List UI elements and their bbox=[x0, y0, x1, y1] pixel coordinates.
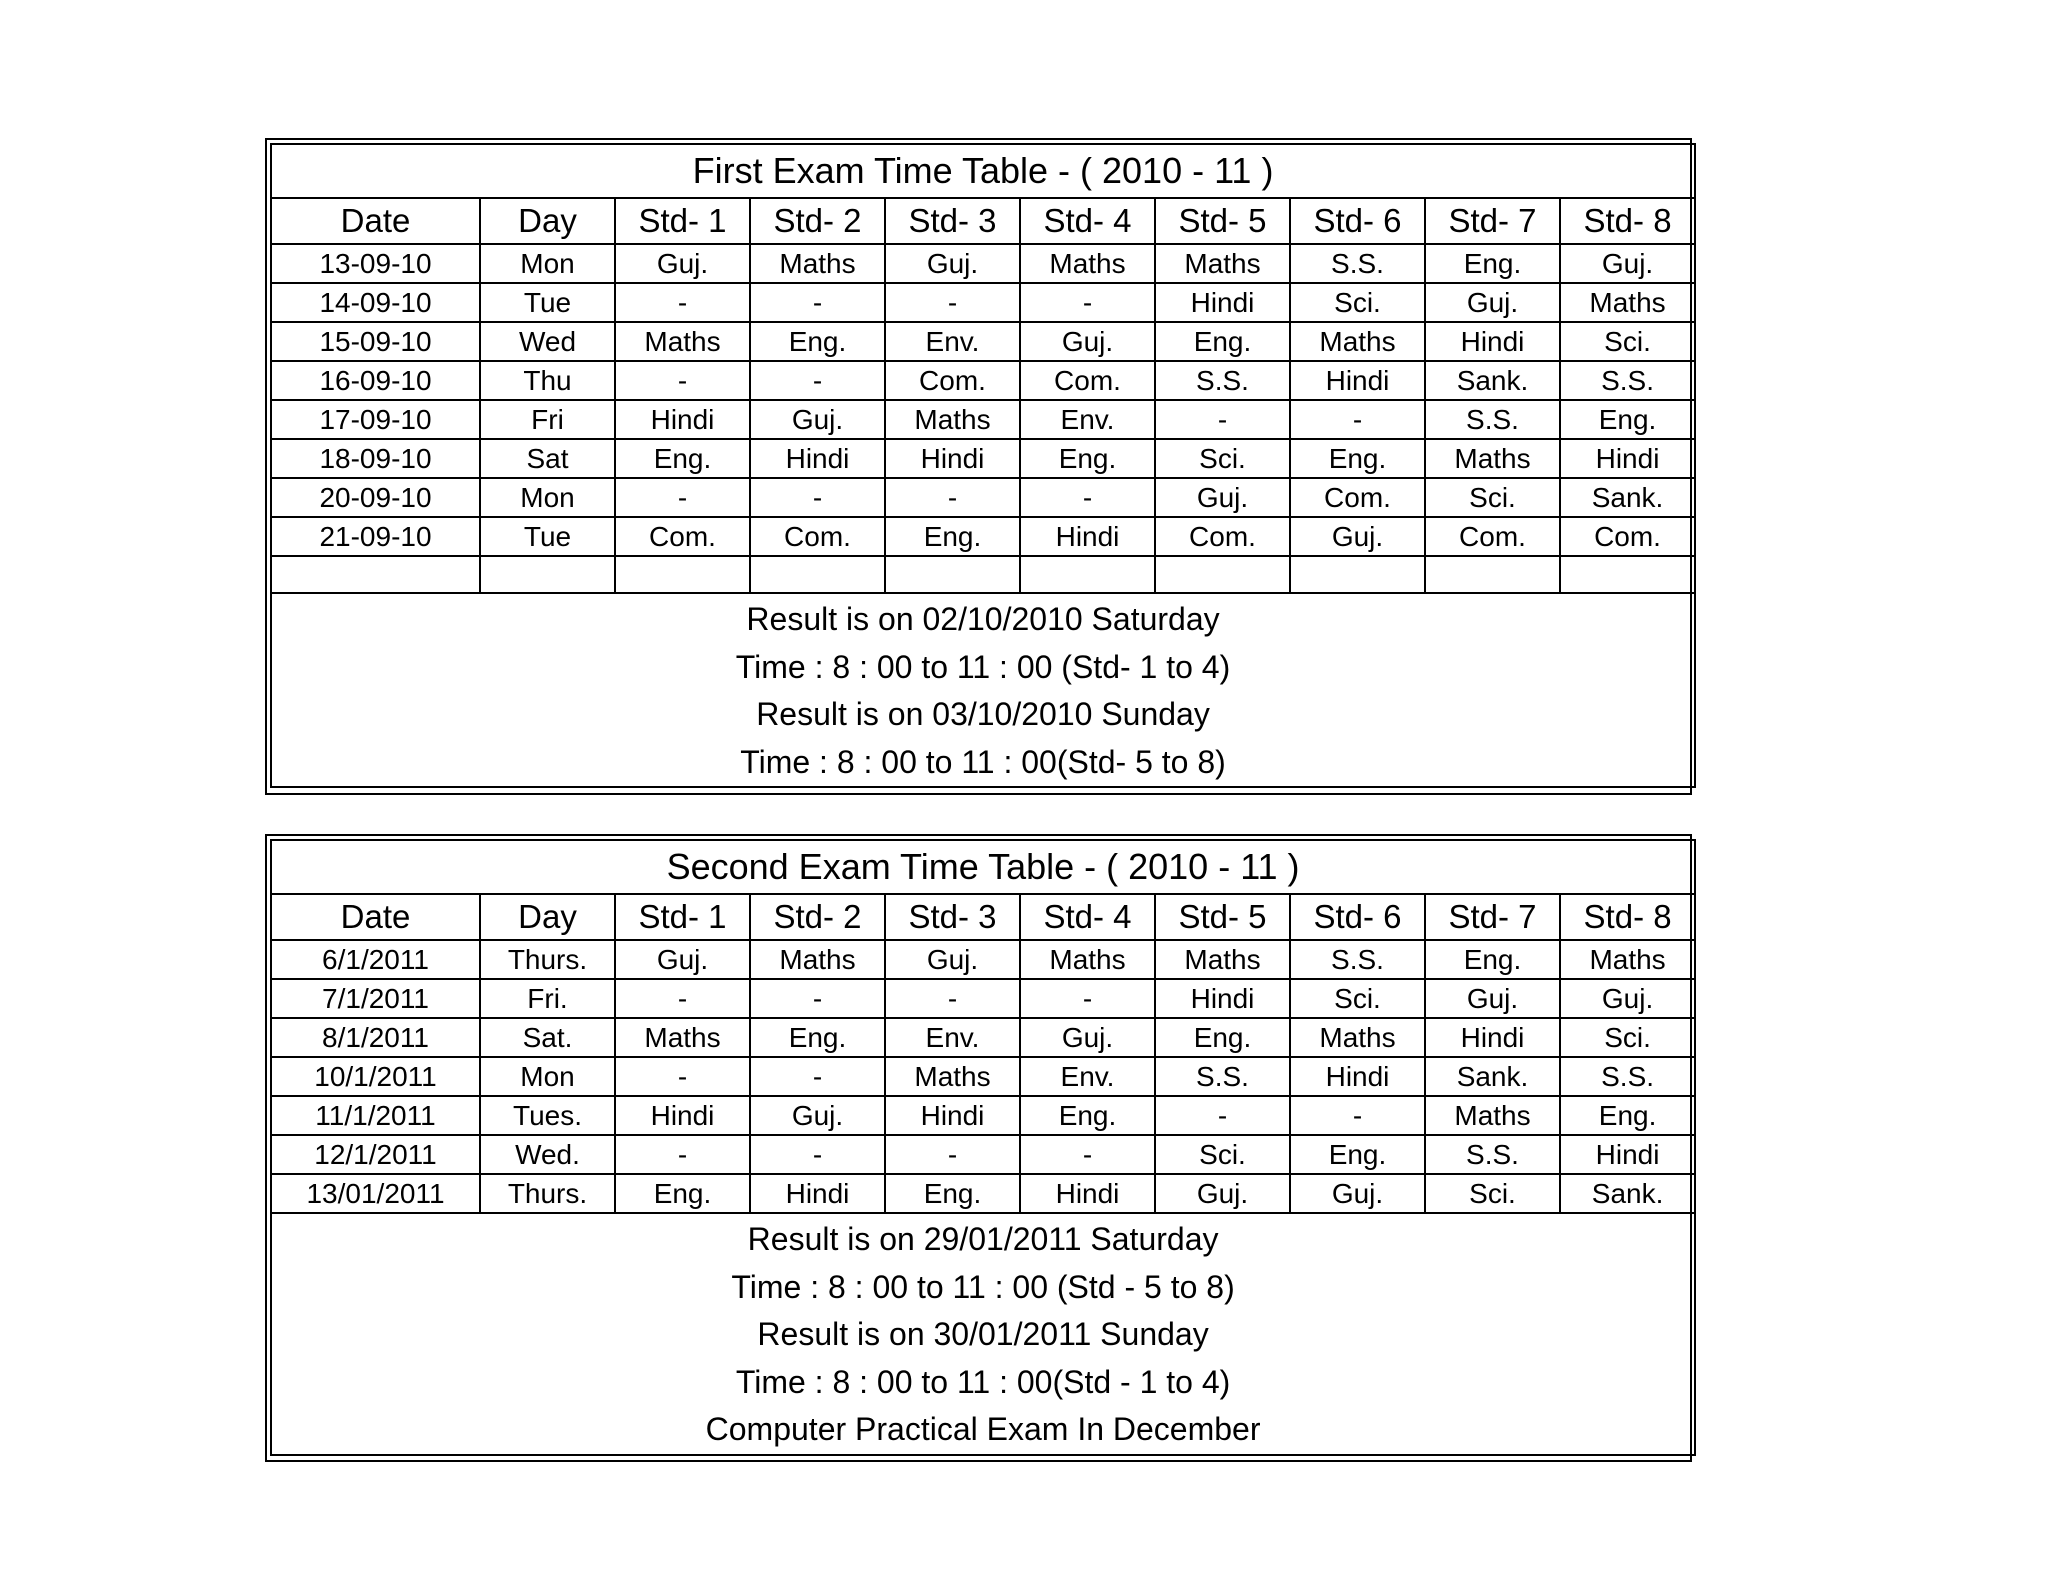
subject-cell: - bbox=[1155, 1096, 1290, 1135]
subject-cell: S.S. bbox=[1560, 361, 1695, 400]
empty-cell bbox=[885, 556, 1020, 593]
column-header: Std- 6 bbox=[1290, 894, 1425, 940]
subject-cell: Maths bbox=[750, 244, 885, 283]
subject-cell: Com. bbox=[1290, 478, 1425, 517]
note-line: Result is on 29/01/2011 Saturday bbox=[747, 1221, 1219, 1257]
subject-cell: Maths bbox=[1155, 940, 1290, 979]
subject-cell: Hindi bbox=[1155, 979, 1290, 1018]
empty-cell bbox=[615, 556, 750, 593]
subject-cell: Guj. bbox=[885, 940, 1020, 979]
table-row bbox=[271, 979, 1695, 1018]
subject-cell: Sank. bbox=[1425, 1057, 1560, 1096]
subject-cell: Maths bbox=[1425, 1096, 1560, 1135]
subject-cell: S.S. bbox=[1155, 1057, 1290, 1096]
header-row bbox=[271, 198, 1695, 244]
day-cell: Tue bbox=[480, 517, 615, 556]
subject-cell: Eng. bbox=[1020, 439, 1155, 478]
subject-cell: Com. bbox=[1155, 517, 1290, 556]
subject-cell: Maths bbox=[1020, 244, 1155, 283]
subject-cell: Sci. bbox=[1290, 283, 1425, 322]
subject-cell: S.S. bbox=[1425, 1135, 1560, 1174]
subject-cell: Sci. bbox=[1290, 979, 1425, 1018]
subject-cell: Com. bbox=[1425, 517, 1560, 556]
empty-cell bbox=[1560, 556, 1695, 593]
column-header: Std- 2 bbox=[750, 894, 885, 940]
table-row bbox=[271, 1174, 1695, 1213]
subject-cell: Com. bbox=[1560, 517, 1695, 556]
subject-cell: - bbox=[615, 1057, 750, 1096]
empty-cell bbox=[1155, 556, 1290, 593]
subject-cell: - bbox=[615, 283, 750, 322]
day-cell: Thurs. bbox=[480, 1174, 615, 1213]
subject-cell: Eng. bbox=[615, 1174, 750, 1213]
subject-cell: Sci. bbox=[1155, 1135, 1290, 1174]
subject-cell: Hindi bbox=[615, 1096, 750, 1135]
column-header: Std- 8 bbox=[1560, 894, 1695, 940]
column-header: Std- 4 bbox=[1020, 198, 1155, 244]
subject-cell: - bbox=[750, 979, 885, 1018]
subject-cell: Hindi bbox=[885, 1096, 1020, 1135]
note-line: Time : 8 : 00 to 11 : 00 (Std- 1 to 4) bbox=[735, 648, 1231, 685]
date-cell: 16-09-10 bbox=[271, 361, 480, 400]
subject-cell: Sank. bbox=[1560, 478, 1695, 517]
subject-cell: Hindi bbox=[1560, 1135, 1695, 1174]
subject-cell: Guj. bbox=[1560, 979, 1695, 1018]
table-row bbox=[271, 361, 1695, 400]
day-cell: Sat. bbox=[480, 1018, 615, 1057]
table-row bbox=[271, 283, 1695, 322]
note-line: Time : 8 : 00 to 11 : 00 (Std - 5 to 8) bbox=[731, 1268, 1235, 1305]
subject-cell: Sci. bbox=[1425, 478, 1560, 517]
subject-cell: Guj. bbox=[615, 940, 750, 979]
subject-cell: Eng. bbox=[1020, 1096, 1155, 1135]
subject-cell: Guj. bbox=[1155, 478, 1290, 517]
subject-cell: Hindi bbox=[1020, 1174, 1155, 1213]
day-cell: Tue bbox=[480, 283, 615, 322]
day-cell: Thu bbox=[480, 361, 615, 400]
date-cell: 13-09-10 bbox=[271, 244, 480, 283]
subject-cell: Eng. bbox=[750, 322, 885, 361]
subject-cell: - bbox=[615, 361, 750, 400]
column-header: Std- 5 bbox=[1155, 894, 1290, 940]
day-cell: Thurs. bbox=[480, 940, 615, 979]
subject-cell: Eng. bbox=[750, 1018, 885, 1057]
subject-cell: Eng. bbox=[1155, 322, 1290, 361]
subject-cell: Maths bbox=[1155, 244, 1290, 283]
table-row bbox=[271, 940, 1695, 979]
day-cell: Fri. bbox=[480, 979, 615, 1018]
table-row bbox=[271, 1057, 1695, 1096]
subject-cell: Hindi bbox=[1425, 322, 1560, 361]
column-header: Std- 7 bbox=[1425, 894, 1560, 940]
notes-cell bbox=[271, 1213, 1695, 1455]
empty-cell bbox=[480, 556, 615, 593]
table-row bbox=[271, 439, 1695, 478]
subject-cell: - bbox=[750, 1057, 885, 1096]
subject-cell: Maths bbox=[615, 322, 750, 361]
blank-row bbox=[271, 556, 1695, 593]
subject-cell: Sank. bbox=[1425, 361, 1560, 400]
column-header: Day bbox=[480, 198, 615, 244]
column-header: Day bbox=[480, 894, 615, 940]
subject-cell: Maths bbox=[1020, 940, 1155, 979]
header-row bbox=[271, 894, 1695, 940]
column-header: Std- 8 bbox=[1560, 198, 1695, 244]
notes-row bbox=[271, 593, 1695, 787]
subject-cell: - bbox=[615, 478, 750, 517]
subject-cell: Hindi bbox=[1155, 283, 1290, 322]
table-row bbox=[271, 1135, 1695, 1174]
day-cell: Tues. bbox=[480, 1096, 615, 1135]
subject-cell: - bbox=[1155, 400, 1290, 439]
subject-cell: Maths bbox=[1560, 283, 1695, 322]
subject-cell: Guj. bbox=[1155, 1174, 1290, 1213]
table-row bbox=[271, 400, 1695, 439]
date-cell: 18-09-10 bbox=[271, 439, 480, 478]
subject-cell: - bbox=[1020, 478, 1155, 517]
date-cell: 13/01/2011 bbox=[271, 1174, 480, 1213]
subject-cell: Env. bbox=[885, 322, 1020, 361]
subject-cell: Eng. bbox=[885, 1174, 1020, 1213]
subject-cell: S.S. bbox=[1290, 940, 1425, 979]
table-row bbox=[271, 1096, 1695, 1135]
second-exam-table bbox=[270, 839, 1696, 1456]
subject-cell: Eng. bbox=[1290, 1135, 1425, 1174]
subject-cell: Hindi bbox=[885, 439, 1020, 478]
column-header: Std- 2 bbox=[750, 198, 885, 244]
empty-cell bbox=[750, 556, 885, 593]
subject-cell: Sci. bbox=[1560, 1018, 1695, 1057]
notes-cell bbox=[271, 593, 1695, 787]
column-header: Std- 7 bbox=[1425, 198, 1560, 244]
day-cell: Wed bbox=[480, 322, 615, 361]
day-cell: Mon bbox=[480, 244, 615, 283]
subject-cell: Guj. bbox=[1425, 283, 1560, 322]
subject-cell: S.S. bbox=[1560, 1057, 1695, 1096]
subject-cell: - bbox=[885, 979, 1020, 1018]
subject-cell: Hindi bbox=[1290, 1057, 1425, 1096]
column-header: Std- 3 bbox=[885, 198, 1020, 244]
date-cell: 11/1/2011 bbox=[271, 1096, 480, 1135]
date-cell: 7/1/2011 bbox=[271, 979, 480, 1018]
subject-cell: Guj. bbox=[1020, 322, 1155, 361]
subject-cell: Guj. bbox=[750, 1096, 885, 1135]
column-header: Std- 1 bbox=[615, 894, 750, 940]
subject-cell: Guj. bbox=[750, 400, 885, 439]
subject-cell: S.S. bbox=[1290, 244, 1425, 283]
subject-cell: - bbox=[750, 361, 885, 400]
subject-cell: - bbox=[885, 283, 1020, 322]
table-row bbox=[271, 1018, 1695, 1057]
subject-cell: Maths bbox=[885, 1057, 1020, 1096]
notes-row bbox=[271, 1213, 1695, 1455]
subject-cell: - bbox=[1290, 400, 1425, 439]
subject-cell: Eng. bbox=[1290, 439, 1425, 478]
date-cell: 6/1/2011 bbox=[271, 940, 480, 979]
day-cell: Mon bbox=[480, 478, 615, 517]
subject-cell: Guj. bbox=[1290, 517, 1425, 556]
subject-cell: Maths bbox=[1290, 322, 1425, 361]
subject-cell: Maths bbox=[1560, 940, 1695, 979]
subject-cell: - bbox=[1020, 979, 1155, 1018]
subject-cell: - bbox=[750, 1135, 885, 1174]
subject-cell: - bbox=[1020, 1135, 1155, 1174]
second-exam-timetable bbox=[265, 834, 1692, 1462]
table-title: Second Exam Time Table - ( 2010 - 11 ) bbox=[271, 840, 1695, 894]
subject-cell: Eng. bbox=[615, 439, 750, 478]
subject-cell: - bbox=[615, 1135, 750, 1174]
subject-cell: Env. bbox=[1020, 400, 1155, 439]
note-line: Computer Practical Exam In December bbox=[705, 1411, 1261, 1447]
subject-cell: - bbox=[615, 979, 750, 1018]
subject-cell: Guj. bbox=[1560, 244, 1695, 283]
subject-cell: - bbox=[1290, 1096, 1425, 1135]
date-cell: 17-09-10 bbox=[271, 400, 480, 439]
day-cell: Fri bbox=[480, 400, 615, 439]
subject-cell: S.S. bbox=[1425, 400, 1560, 439]
subject-cell: Com. bbox=[1020, 361, 1155, 400]
subject-cell: - bbox=[1020, 283, 1155, 322]
subject-cell: Sci. bbox=[1155, 439, 1290, 478]
subject-cell: Maths bbox=[885, 400, 1020, 439]
column-header: Std- 6 bbox=[1290, 198, 1425, 244]
subject-cell: - bbox=[885, 478, 1020, 517]
note-line: Time : 8 : 00 to 11 : 00(Std- 5 to 8) bbox=[740, 743, 1226, 780]
subject-cell: Maths bbox=[1290, 1018, 1425, 1057]
subject-cell: Maths bbox=[615, 1018, 750, 1057]
subject-cell: Maths bbox=[1425, 439, 1560, 478]
subject-cell: Com. bbox=[750, 517, 885, 556]
subject-cell: Eng. bbox=[1560, 1096, 1695, 1135]
date-cell: 12/1/2011 bbox=[271, 1135, 480, 1174]
table-row bbox=[271, 517, 1695, 556]
subject-cell: Hindi bbox=[1560, 439, 1695, 478]
empty-cell bbox=[1425, 556, 1560, 593]
table-row bbox=[271, 244, 1695, 283]
date-cell: 8/1/2011 bbox=[271, 1018, 480, 1057]
note-line: Result is on 03/10/2010 Sunday bbox=[756, 696, 1210, 732]
table-title: First Exam Time Table - ( 2010 - 11 ) bbox=[271, 144, 1695, 198]
column-header: Date bbox=[271, 198, 480, 244]
empty-cell bbox=[1020, 556, 1155, 593]
subject-cell: Env. bbox=[885, 1018, 1020, 1057]
subject-cell: Hindi bbox=[750, 1174, 885, 1213]
date-cell: 15-09-10 bbox=[271, 322, 480, 361]
first-exam-timetable bbox=[265, 138, 1692, 795]
date-cell: 21-09-10 bbox=[271, 517, 480, 556]
subject-cell: Guj. bbox=[1290, 1174, 1425, 1213]
note-line: Result is on 30/01/2011 Sunday bbox=[757, 1316, 1209, 1352]
subject-cell: Guj. bbox=[615, 244, 750, 283]
day-cell: Mon bbox=[480, 1057, 615, 1096]
column-header: Std- 5 bbox=[1155, 198, 1290, 244]
subject-cell: Guj. bbox=[1425, 979, 1560, 1018]
table-row bbox=[271, 478, 1695, 517]
subject-cell: Hindi bbox=[750, 439, 885, 478]
date-cell: 14-09-10 bbox=[271, 283, 480, 322]
column-header: Std- 4 bbox=[1020, 894, 1155, 940]
subject-cell: Hindi bbox=[1425, 1018, 1560, 1057]
subject-cell: Hindi bbox=[615, 400, 750, 439]
column-header: Std- 1 bbox=[615, 198, 750, 244]
subject-cell: Com. bbox=[615, 517, 750, 556]
subject-cell: Eng. bbox=[885, 517, 1020, 556]
subject-cell: Sci. bbox=[1560, 322, 1695, 361]
note-line: Result is on 02/10/2010 Saturday bbox=[746, 601, 1220, 637]
column-header: Std- 3 bbox=[885, 894, 1020, 940]
subject-cell: - bbox=[750, 283, 885, 322]
subject-cell: - bbox=[885, 1135, 1020, 1174]
subject-cell: Eng. bbox=[1425, 244, 1560, 283]
subject-cell: Eng. bbox=[1425, 940, 1560, 979]
day-cell: Sat bbox=[480, 439, 615, 478]
subject-cell: Env. bbox=[1020, 1057, 1155, 1096]
subject-cell: - bbox=[750, 478, 885, 517]
subject-cell: Guj. bbox=[1020, 1018, 1155, 1057]
subject-cell: Maths bbox=[750, 940, 885, 979]
subject-cell: Eng. bbox=[1155, 1018, 1290, 1057]
empty-cell bbox=[1290, 556, 1425, 593]
subject-cell: Com. bbox=[885, 361, 1020, 400]
column-header: Date bbox=[271, 894, 480, 940]
subject-cell: Hindi bbox=[1020, 517, 1155, 556]
subject-cell: Guj. bbox=[885, 244, 1020, 283]
note-line: Time : 8 : 00 to 11 : 00(Std - 1 to 4) bbox=[735, 1363, 1231, 1400]
subject-cell: S.S. bbox=[1155, 361, 1290, 400]
first-exam-table bbox=[270, 143, 1696, 788]
subject-cell: Sci. bbox=[1425, 1174, 1560, 1213]
day-cell: Wed. bbox=[480, 1135, 615, 1174]
subject-cell: Eng. bbox=[1560, 400, 1695, 439]
subject-cell: Hindi bbox=[1290, 361, 1425, 400]
date-cell: 20-09-10 bbox=[271, 478, 480, 517]
empty-cell bbox=[271, 556, 480, 593]
table-row bbox=[271, 322, 1695, 361]
subject-cell: Sank. bbox=[1560, 1174, 1695, 1213]
date-cell: 10/1/2011 bbox=[271, 1057, 480, 1096]
